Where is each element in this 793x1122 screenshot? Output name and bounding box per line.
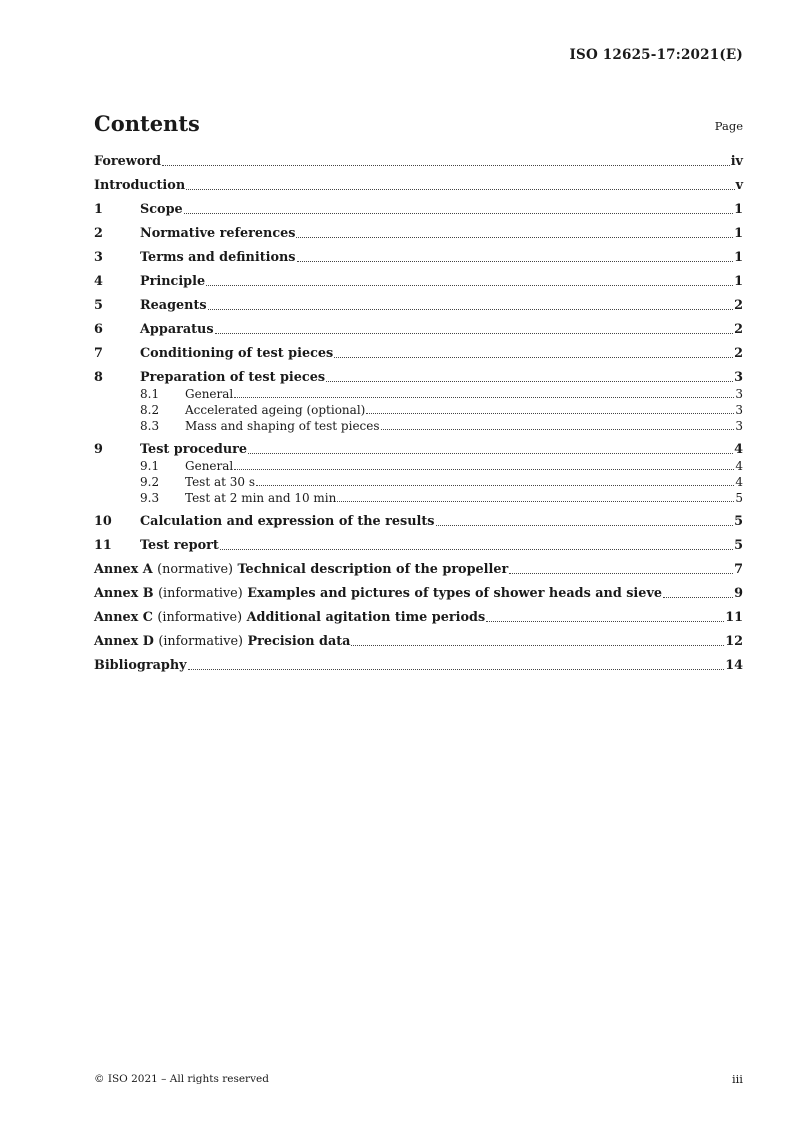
dot-leader [220,549,733,550]
dot-leader [334,357,733,358]
toc-entry-page: 1 [734,202,743,217]
annex-type: (informative) [158,634,244,649]
toc-entry-label: Reagents [140,298,207,313]
dot-leader [206,285,733,286]
toc-entry-number: 1 [94,202,103,217]
dot-leader [215,333,734,334]
toc-entry-label: Scope [140,202,183,217]
toc-entry-label: Test at 2 min and 10 min [185,491,337,505]
toc-entry-label: Principle [140,274,206,289]
toc-entry-label: Accelerated ageing (optional) [185,403,366,417]
document-id: ISO 12625-17:2021(E) [569,47,743,63]
toc-entry-scope[interactable] [94,202,743,218]
toc-entry-number: 6 [94,322,103,337]
toc-entry-label: General [185,459,234,473]
toc-entry-page: 1 [734,226,743,241]
toc-entry-label: Foreword [94,154,162,169]
toc-entry-label: General [185,387,234,401]
dot-leader [486,621,724,622]
toc-subentry-8-3[interactable] [94,418,743,434]
toc-subentry-9-2[interactable] [94,474,743,490]
toc-entry-page: 2 [734,298,743,313]
toc-entry-annex-b[interactable] [94,586,743,602]
toc-entry-label: Test procedure [140,442,248,457]
toc-entry-annex-a[interactable] [94,562,743,578]
toc-entry-number: 9 [94,442,103,457]
toc-entry-label: Apparatus [140,322,214,337]
toc-entry-number: 8.2 [140,403,160,417]
toc-entry-number: 4 [94,274,103,289]
dot-leader [248,453,733,454]
toc-entry-foreword[interactable] [94,154,743,170]
toc-entry-label: Bibliography [94,658,187,673]
toc-entry-label: Technical description of the propeller [237,562,509,577]
toc-entry-number: 10 [94,514,112,529]
copyright-notice: © ISO 2021 – All rights reserved [94,1073,269,1085]
toc-entry-number: 9.2 [140,475,160,489]
toc-entry-label: Conditioning of test pieces [140,346,334,361]
dot-leader [186,189,734,190]
toc-entry-page: 5 [734,538,743,553]
annex-type: (informative) [158,586,243,601]
toc-entry-page: 7 [734,562,743,577]
toc-entry-page: 3 [735,403,743,417]
toc-entry-page: v [735,178,743,193]
dot-leader [297,261,734,262]
toc-entry-number: 3 [94,250,103,265]
toc-entry-page: 12 [725,634,743,649]
toc-entry-number: 5 [94,298,103,313]
toc-entry-page: 3 [735,419,743,433]
dot-leader [326,381,733,382]
dot-leader [663,597,733,598]
dot-leader [234,397,734,398]
toc-entry-page: 3 [734,370,743,385]
dot-leader [162,165,730,166]
toc-entry-page: 11 [725,610,743,625]
toc-entry-page: 5 [734,514,743,529]
dot-leader [188,669,725,670]
dot-leader [509,573,733,574]
toc-entry-label: Introduction [94,178,186,193]
toc-entry-label: Test report [140,538,219,553]
annex-prefix: Annex B [94,586,154,601]
toc-entry-normative-references[interactable] [94,226,743,242]
toc-entry-label: Precision data [247,634,351,649]
toc-entry-conditioning[interactable] [94,346,743,362]
page-column-label: Page [714,119,743,133]
toc-entry-annex-d[interactable] [94,634,743,650]
dot-leader [381,429,735,430]
toc-entry-page: 4 [735,459,743,473]
toc-entry-apparatus[interactable] [94,322,743,338]
dot-leader [296,237,733,238]
dot-leader [184,213,733,214]
dot-leader [351,645,724,646]
dot-leader [337,501,734,502]
toc-entry-calculation[interactable] [94,514,743,530]
dot-leader [256,485,734,486]
toc-entry-label: Test at 30 s [185,475,256,489]
dot-leader [366,413,734,414]
page-title: Contents [94,111,200,136]
toc-entry-number: 7 [94,346,103,361]
annex-type: (normative) [157,562,234,577]
toc-entry-introduction[interactable] [94,178,743,194]
toc-entry-number: 9.3 [140,491,160,505]
annex-prefix: Annex A [94,562,153,577]
toc-subentry-8-1[interactable] [94,386,743,402]
toc-entry-page: 1 [734,274,743,289]
annex-prefix: Annex C [94,610,153,625]
toc-entry-page: 5 [735,491,743,505]
toc-entry-test-procedure[interactable] [94,442,743,458]
toc-entry-preparation[interactable] [94,370,743,386]
toc-entry-page: 4 [735,475,743,489]
toc-entry-label: Preparation of test pieces [140,370,326,385]
toc-entry-page: 2 [734,346,743,361]
toc-entry-principle[interactable] [94,274,743,290]
toc-entry-label: Mass and shaping of test pieces [185,419,380,433]
toc-entry-number: 2 [94,226,103,241]
toc-entry-bibliography[interactable] [94,658,743,674]
annex-type: (informative) [157,610,243,625]
toc-entry-number: 8.1 [140,387,160,401]
toc-entry-number: 9.1 [140,459,160,473]
toc-subentry-9-1[interactable] [94,458,743,474]
toc-entry-page: 9 [734,586,743,601]
dot-leader [436,525,734,526]
page-number: iii [731,1072,743,1086]
toc-entry-label: Additional agitation time periods [246,610,486,625]
toc-entry-number: 11 [94,538,112,553]
toc-entry-test-report[interactable] [94,538,743,554]
toc-entry-number: 8.3 [140,419,160,433]
toc-entry-label: Calculation and expression of the results [140,514,435,529]
toc-entry-label: Normative references [140,226,296,241]
toc-entry-page: iv [730,154,743,169]
toc-entry-page: 2 [734,322,743,337]
toc-entry-terms-and-definitions[interactable] [94,250,743,266]
toc-subentry-8-2[interactable] [94,402,743,418]
toc-entry-number: 8 [94,370,103,385]
toc-entry-reagents[interactable] [94,298,743,314]
toc-subentry-9-3[interactable] [94,490,743,506]
toc-entry-page: 1 [734,250,743,265]
toc-entry-page: 4 [734,442,743,457]
dot-leader [208,309,734,310]
toc-entry-page: 14 [725,658,743,673]
toc-entry-page: 3 [735,387,743,401]
toc-entry-label: Terms and definitions [140,250,296,265]
dot-leader [234,469,734,470]
toc-entry-label: Examples and pictures of types of shower heads and sieve [247,586,663,601]
table-of-contents [94,154,743,674]
toc-entry-annex-c[interactable] [94,610,743,626]
annex-prefix: Annex D [94,634,154,649]
